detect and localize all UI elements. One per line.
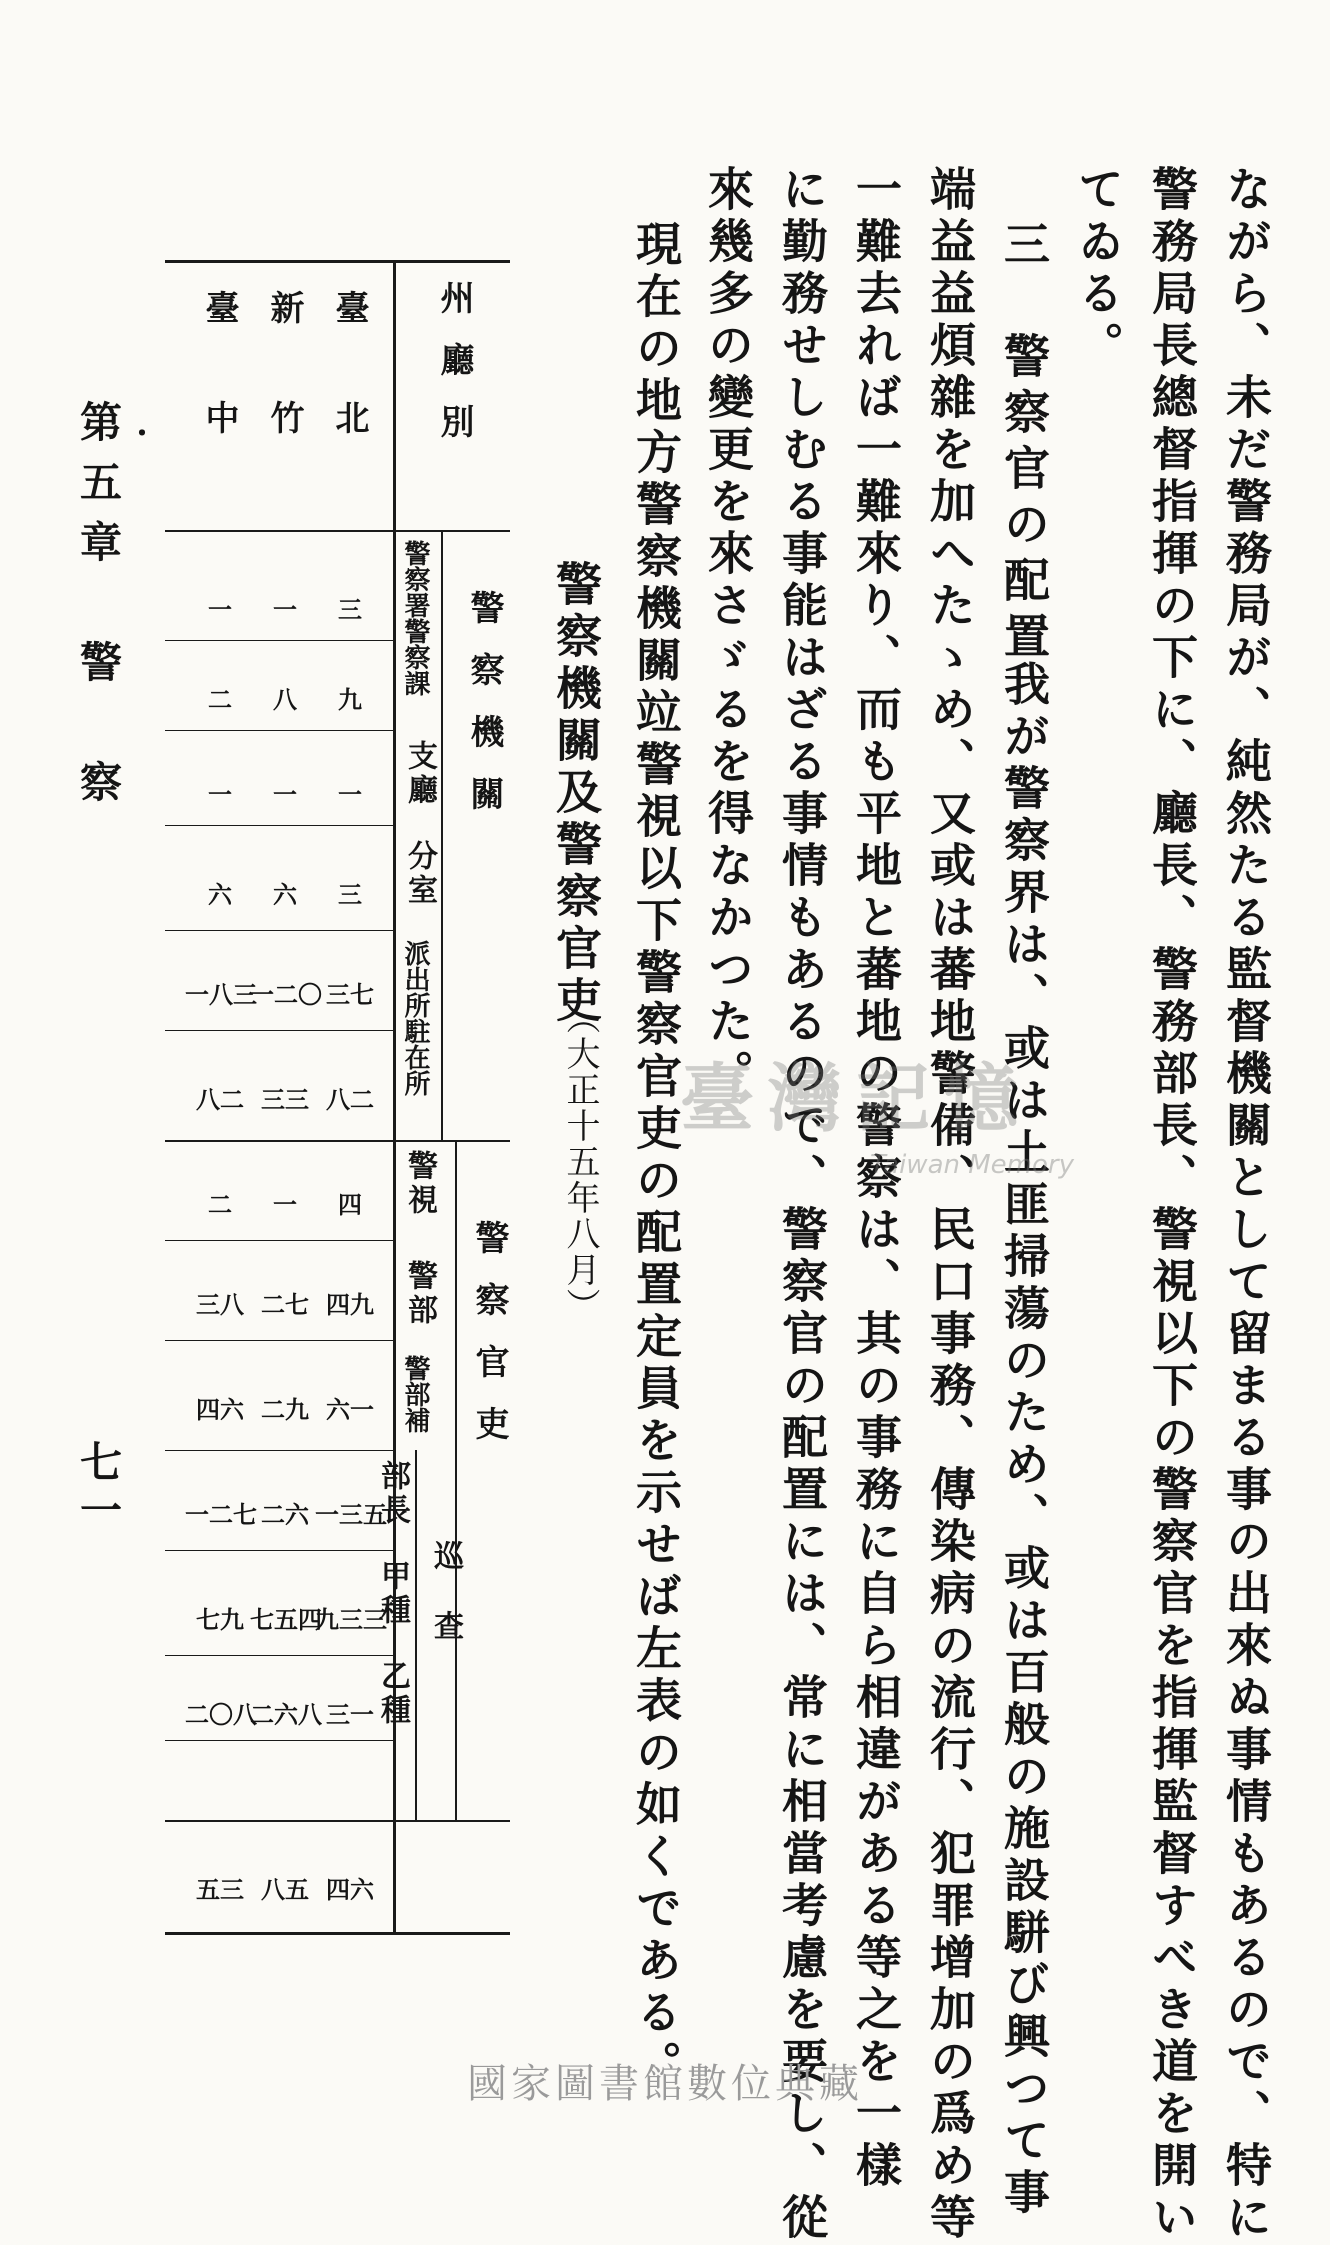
body-column-9: 現在の地方警察機關竝警視以下警察官吏の配置定員を示せば左表の如くである。 [629, 220, 683, 2092]
footer-library-credit: 國家圖書館數位典藏 [467, 2061, 863, 2107]
prefecture-taihoku: 臺北 [329, 290, 369, 510]
table-rule-row-2 [165, 730, 393, 731]
subheader-koushu: 甲種 [375, 1560, 410, 1628]
table-cell: 二九 [261, 1395, 309, 1424]
table-cell: 一二〇 [250, 980, 322, 1009]
table-cell: 二〇八 [185, 1700, 257, 1729]
table-cell: 九三三 [315, 1605, 387, 1634]
table-cell: 三 [338, 595, 362, 624]
subheader-station-section: 警察署警察課 [400, 540, 430, 696]
table-rule-organ-inner [441, 530, 443, 1140]
table-rule-officials-keishu [165, 1820, 510, 1822]
table-rule-row-6 [165, 1240, 393, 1241]
table-cell: 四六 [196, 1395, 244, 1424]
table-cell: 二六八 [250, 1700, 322, 1729]
prefecture-taichu: 臺中 [199, 290, 239, 510]
section-heading: 三 警察官の配置 [997, 220, 1051, 668]
subheader-keibuho: 警部補 [400, 1355, 430, 1433]
body-column-1: ながら、未だ警務局が、純然たる監督機關として留まる事の出來ぬ事情もあるので、特に [1219, 165, 1273, 2245]
table-cell: 五三 [196, 1875, 244, 1904]
table-cell: 二 [208, 685, 232, 714]
table-rule-row-8 [165, 1450, 393, 1451]
table-rule-official-inner [455, 1140, 457, 1820]
table-rule-row-4 [165, 930, 393, 931]
table-cell: 八五 [261, 1875, 309, 1904]
table-cell: 四六 [326, 1875, 374, 1904]
body-column-8: 來幾多の變更を來さゞるを得なかつた。 [701, 165, 755, 1101]
table-cell: 三一 [326, 1700, 374, 1729]
prefecture-shinchiku: 新竹 [264, 290, 304, 510]
body-column-2: 警務局長總督指揮の下に、廳長、警務部長、警視以下の警察官を指揮監督すべき道を開い [1145, 165, 1199, 2245]
table-cell: 一 [338, 780, 362, 809]
table-cell: 一二七 [185, 1500, 257, 1529]
table-cell: 七五四 [250, 1605, 322, 1634]
staffing-table [165, 260, 510, 1935]
table-rule-junsa-inner [415, 1450, 417, 1820]
table-rule-organ-band [165, 530, 510, 532]
table-cell: 二 [208, 1190, 232, 1219]
subheader-branch-office: 支廳 [402, 740, 437, 808]
running-head: 第五章 警 察 [74, 400, 123, 820]
table-cell: 八二 [326, 1085, 374, 1114]
table-rule-row-10 [165, 1655, 393, 1656]
body-column-7: に勤務せしむる事能はざる事情もあるので、警察官の配置には、常に相當考慮を要し、從 [775, 165, 829, 2245]
table-cell: 二七 [261, 1290, 309, 1319]
table-rule-row-9 [165, 1550, 393, 1551]
table-cell: 七九 [196, 1605, 244, 1634]
body-column-3: てゐる。 [1071, 165, 1125, 373]
table-cell: 二六 [261, 1500, 309, 1529]
header-prefecture: 州廳別 [434, 280, 474, 466]
body-column-4: 我が警察界は、或は土匪掃蕩のため、或は百般の施設駢び興つて事 [997, 660, 1051, 2220]
table-rule-row-11 [165, 1740, 393, 1741]
table-cell: 一八三 [185, 980, 257, 1009]
table-cell: 三七 [326, 980, 374, 1009]
table-rule-row-7 [165, 1340, 393, 1341]
table-caption-date: （大正十五年八月） [560, 1000, 600, 1324]
table-cell: 四九 [326, 1290, 374, 1319]
watermark-logo: 臺灣記憶 [680, 1056, 1032, 1142]
table-cell: 一 [273, 780, 297, 809]
body-column-6: 一難去れば一難來り、而も平地と蕃地の警察は、其の事務に自ら相違がある等之を一樣 [849, 165, 903, 2193]
table-rule-row-5 [165, 1030, 393, 1031]
header-junsa: 巡查 [428, 1540, 463, 1680]
table-rule-bottom [165, 1932, 510, 1935]
table-rule-organ-officials [165, 1140, 510, 1142]
table-cell: 一 [273, 1190, 297, 1219]
table-cell: 九 [338, 685, 362, 714]
header-police-officials: 警察官吏 [469, 1220, 509, 1468]
table-cell: 一 [208, 780, 232, 809]
subheader-otsushu: 乙種 [375, 1660, 410, 1728]
table-cell: 三八 [196, 1290, 244, 1319]
table-cell: 四 [338, 1190, 362, 1219]
header-police-organs: 警察機關 [464, 590, 504, 838]
watermark-english: Taiwan Memory [870, 1150, 1074, 1180]
table-cell: 三 [338, 880, 362, 909]
table-cell: 六一 [326, 1395, 374, 1424]
table-cell: 六 [273, 880, 297, 909]
subheader-buchou: 部長 [375, 1460, 410, 1528]
table-caption-title: 警察機關及警察官吏 [549, 560, 603, 1028]
table-cell: 八 [273, 685, 297, 714]
table-cell: 一三五 [315, 1500, 387, 1529]
body-column-5: 端益益煩雜を加へたゝめ、又或は蕃地警備、民口事務、傳染病の流行、犯罪增加の爲め等 [923, 165, 977, 2245]
subheader-sub-office: 分室 [402, 840, 437, 908]
table-cell: 六 [208, 880, 232, 909]
subheader-keishi: 警視 [402, 1150, 437, 1218]
page-number: 七一 [74, 1440, 123, 1536]
table-cell: 一 [273, 595, 297, 624]
table-rule-row-1 [165, 640, 393, 641]
table-cell: 一 [208, 595, 232, 624]
subheader-keibu: 警部 [402, 1260, 437, 1328]
table-cell: 三三 [261, 1085, 309, 1114]
table-rule-top [165, 260, 510, 263]
margin-dot: ・ [128, 417, 157, 450]
table-rule-row-3 [165, 825, 393, 826]
table-cell: 八二 [196, 1085, 244, 1114]
subheader-police-boxes: 派出所駐在所 [400, 940, 430, 1096]
